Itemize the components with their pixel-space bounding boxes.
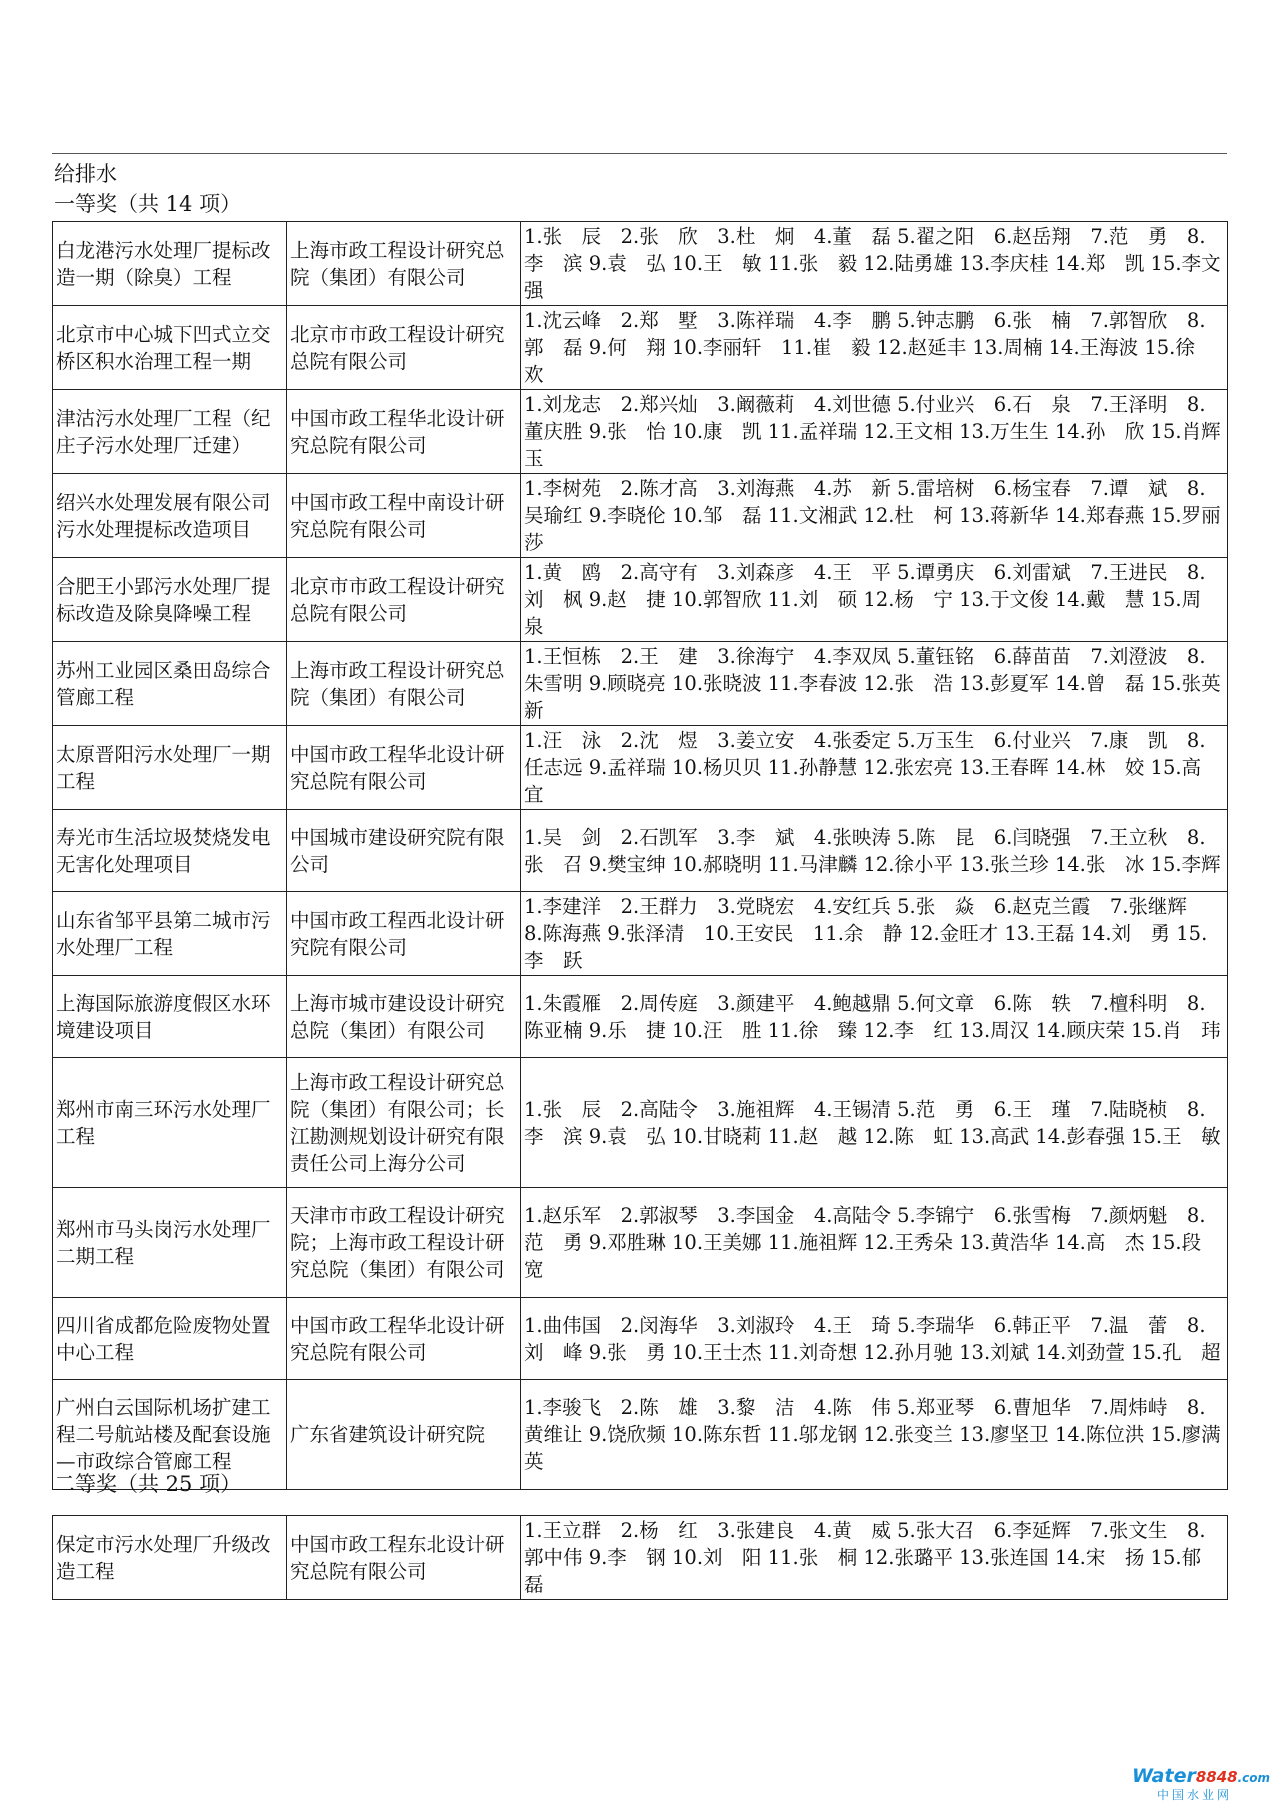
design-unit: 广东省建筑设计研究院: [287, 1380, 521, 1490]
team-members: 1.黄 鸥 2.高守有 3.刘森彦 4.王 平 5.谭勇庆 6.刘雷斌 7.王进民 8.刘 枫 9.赵 捷 10.郭智欣 11.刘 硕 12.杨 宁 13.于文俊 14.戴 慧 15.周 泉: [521, 558, 1228, 642]
table-row: [53, 810, 1228, 892]
team-members: 1.王立群 2.杨 红 3.张建良 4.黄 威 5.张大召 6.李延辉 7.张文生 8.郭中伟 9.李 钢 10.刘 阳 11.张 桐 12.张璐平 13.张连国 14.宋 扬 15.郁 磊: [521, 1516, 1228, 1600]
table-row: [53, 1516, 1228, 1600]
table-row: [53, 1188, 1228, 1298]
design-unit: 中国城市建设研究院有限公司: [287, 810, 521, 892]
top-rule: [52, 153, 1227, 154]
table-row: [53, 306, 1228, 390]
project-name: 上海国际旅游度假区水环境建设项目: [53, 976, 287, 1058]
team-members: 1.王恒栋 2.王 建 3.徐海宁 4.李双凤 5.董钰铭 6.薛苗苗 7.刘澄波 8.朱雪明 9.顾晓亮 10.张晓波 11.李春波 12.张 浩 13.彭夏军 14.曾 磊 15.张英新: [521, 642, 1228, 726]
table-row: [53, 976, 1228, 1058]
project-name: 郑州市马头岗污水处理厂二期工程: [53, 1188, 287, 1298]
project-name: 郑州市南三环污水处理厂工程: [53, 1058, 287, 1188]
design-unit: 北京市市政工程设计研究总院有限公司: [287, 306, 521, 390]
design-unit: 中国市政工程东北设计研究总院有限公司: [287, 1516, 521, 1600]
team-members: 1.张 辰 2.高陆令 3.施祖辉 4.王锡清 5.范 勇 6.王 瑾 7.陆晓桢 8.李 滨 9.袁 弘 10.甘晓莉 11.赵 越 12.陈 虹 13.高武 14.彭春强 15.王 敏: [521, 1058, 1228, 1188]
project-name: 广州白云国际机场扩建工程二号航站楼及配套设施—市政综合管廊工程: [53, 1380, 287, 1490]
design-unit: 上海市城市建设设计研究总院（集团）有限公司: [287, 976, 521, 1058]
design-unit: 上海市政工程设计研究总院（集团）有限公司: [287, 642, 521, 726]
table-row: [53, 222, 1228, 306]
design-unit: 天津市市政工程设计研究院；上海市政工程设计研究总院（集团）有限公司: [287, 1188, 521, 1298]
project-name: 保定市污水处理厂升级改造工程: [53, 1516, 287, 1600]
project-name: 合肥王小郢污水处理厂提标改造及除臭降噪工程: [53, 558, 287, 642]
team-members: 1.李骏飞 2.陈 雄 3.黎 洁 4.陈 伟 5.郑亚琴 6.曹旭华 7.周炜峙 8.黄维让 9.饶欣频 10.陈东哲 11.邬龙钢 12.张变兰 13.廖坚卫 14.陈位洪 15.廖满英: [521, 1380, 1228, 1490]
team-members: 1.李建洋 2.王群力 3.党晓宏 4.安红兵 5.张 焱 6.赵克兰霞 7.张继辉 8.陈海燕 9.张泽清 10.王安民 11.余 静 12.金旺才 13.王磊 14.刘 勇 15.李 跃: [521, 892, 1228, 976]
project-name: 四川省成都危险废物处置中心工程: [53, 1298, 287, 1380]
project-name: 白龙港污水处理厂提标改造一期（除臭）工程: [53, 222, 287, 306]
table-row: [53, 1058, 1228, 1188]
team-members: 1.汪 泳 2.沈 煜 3.姜立安 4.张委定 5.万玉生 6.付业兴 7.康 凯 8.任志远 9.孟祥瑞 10.杨贝贝 11.孙静慧 12.张宏亮 13.王春晖 14.林 姣 15.高 宜: [521, 726, 1228, 810]
table-row: [53, 474, 1228, 558]
project-name: 太原晋阳污水处理厂一期工程: [53, 726, 287, 810]
team-members: 1.沈云峰 2.郑 墅 3.陈祥瑞 4.李 鹏 5.钟志鹏 6.张 楠 7.郭智欣 8.郭 磊 9.何 翔 10.李丽轩 11.崔 毅 12.赵延丰 13.周楠 14.王海波 15.徐 欢: [521, 306, 1228, 390]
logo-brand: Water: [1132, 1765, 1196, 1787]
logo-number: 8848: [1195, 1768, 1238, 1786]
team-members: 1.张 辰 2.张 欣 3.杜 炯 4.董 磊 5.翟之阳 6.赵岳翔 7.范 勇 8.李 滨 9.袁 弘 10.王 敏 11.张 毅 12.陆勇雄 13.李庆桂 14.郑 凯 15.李文强: [521, 222, 1228, 306]
table-row: [53, 558, 1228, 642]
section-title: 给排水: [54, 162, 117, 186]
project-name: 北京市中心城下凹式立交桥区积水治理工程一期: [53, 306, 287, 390]
design-unit: 中国市政工程中南设计研究总院有限公司: [287, 474, 521, 558]
project-name: 山东省邹平县第二城市污水处理厂工程: [53, 892, 287, 976]
team-members: 1.赵乐军 2.郭淑琴 3.李国金 4.高陆令 5.李锦宁 6.张雪梅 7.颜炳魁 8.范 勇 9.邓胜琳 10.王美娜 11.施祖辉 12.王秀朵 13.黄浩华 14.高 杰 15.段 宽: [521, 1188, 1228, 1298]
logo-suffix: .com: [1237, 1771, 1270, 1785]
design-unit: 中国市政工程华北设计研究总院有限公司: [287, 390, 521, 474]
second-prize-heading: 二等奖（共 25 项）: [54, 1472, 242, 1496]
first-prize-table: [52, 221, 1228, 1490]
logo-subtitle: 中国水业网: [1156, 1788, 1232, 1802]
first-prize-heading: 一等奖（共 14 项）: [54, 192, 242, 216]
design-unit: 中国市政工程西北设计研究院有限公司: [287, 892, 521, 976]
design-unit: 上海市政工程设计研究总院（集团）有限公司: [287, 222, 521, 306]
team-members: 1.曲伟国 2.闵海华 3.刘淑玲 4.王 琦 5.李瑞华 6.韩正平 7.温 蕾 8.刘 峰 9.张 勇 10.王士杰 11.刘奇想 12.孙月驰 13.刘斌 14.刘劲萱 15.孔 超: [521, 1298, 1228, 1380]
project-name: 苏州工业园区桑田岛综合管廊工程: [53, 642, 287, 726]
project-name: 寿光市生活垃圾焚烧发电无害化处理项目: [53, 810, 287, 892]
team-members: 1.李树苑 2.陈才高 3.刘海燕 4.苏 新 5.雷培树 6.杨宝春 7.谭 斌 8.吴瑜红 9.李晓伦 10.邹 磊 11.文湘武 12.杜 柯 13.蒋新华 14.郑春燕 15.罗丽莎: [521, 474, 1228, 558]
project-name: 绍兴水处理发展有限公司污水处理提标改造项目: [53, 474, 287, 558]
watermark-logo: [1132, 1765, 1270, 1802]
design-unit: 北京市市政工程设计研究总院有限公司: [287, 558, 521, 642]
team-members: 1.刘龙志 2.郑兴灿 3.阚薇莉 4.刘世德 5.付业兴 6.石 泉 7.王泽明 8.董庆胜 9.张 怡 10.康 凯 11.孟祥瑞 12.王文相 13.万生生 14.孙 欣 15.肖辉玉: [521, 390, 1228, 474]
second-prize-table: [52, 1515, 1228, 1600]
project-name: 津沽污水处理厂工程（纪庄子污水处理厂迁建）: [53, 390, 287, 474]
team-members: 1.朱霞雁 2.周传庭 3.颜建平 4.鲍越鼎 5.何文章 6.陈 轶 7.檀科明 8.陈亚楠 9.乐 捷 10.汪 胜 11.徐 臻 12.李 红 13.周汉 14.顾庆荣 15.肖 玮: [521, 976, 1228, 1058]
table-row: [53, 892, 1228, 976]
table-row: [53, 642, 1228, 726]
table-row: [53, 1298, 1228, 1380]
design-unit: 中国市政工程华北设计研究总院有限公司: [287, 1298, 521, 1380]
design-unit: 中国市政工程华北设计研究总院有限公司: [287, 726, 521, 810]
design-unit: 上海市政工程设计研究总院（集团）有限公司；长江勘测规划设计研究有限责任公司上海分公司: [287, 1058, 521, 1188]
table-row: [53, 390, 1228, 474]
team-members: 1.吴 剑 2.石凯军 3.李 斌 4.张映涛 5.陈 昆 6.闫晓强 7.王立秋 8.张 召 9.樊宝绅 10.郝晓明 11.马津麟 12.徐小平 13.张兰珍 14.张 冰 15.李辉: [521, 810, 1228, 892]
table-row: [53, 726, 1228, 810]
